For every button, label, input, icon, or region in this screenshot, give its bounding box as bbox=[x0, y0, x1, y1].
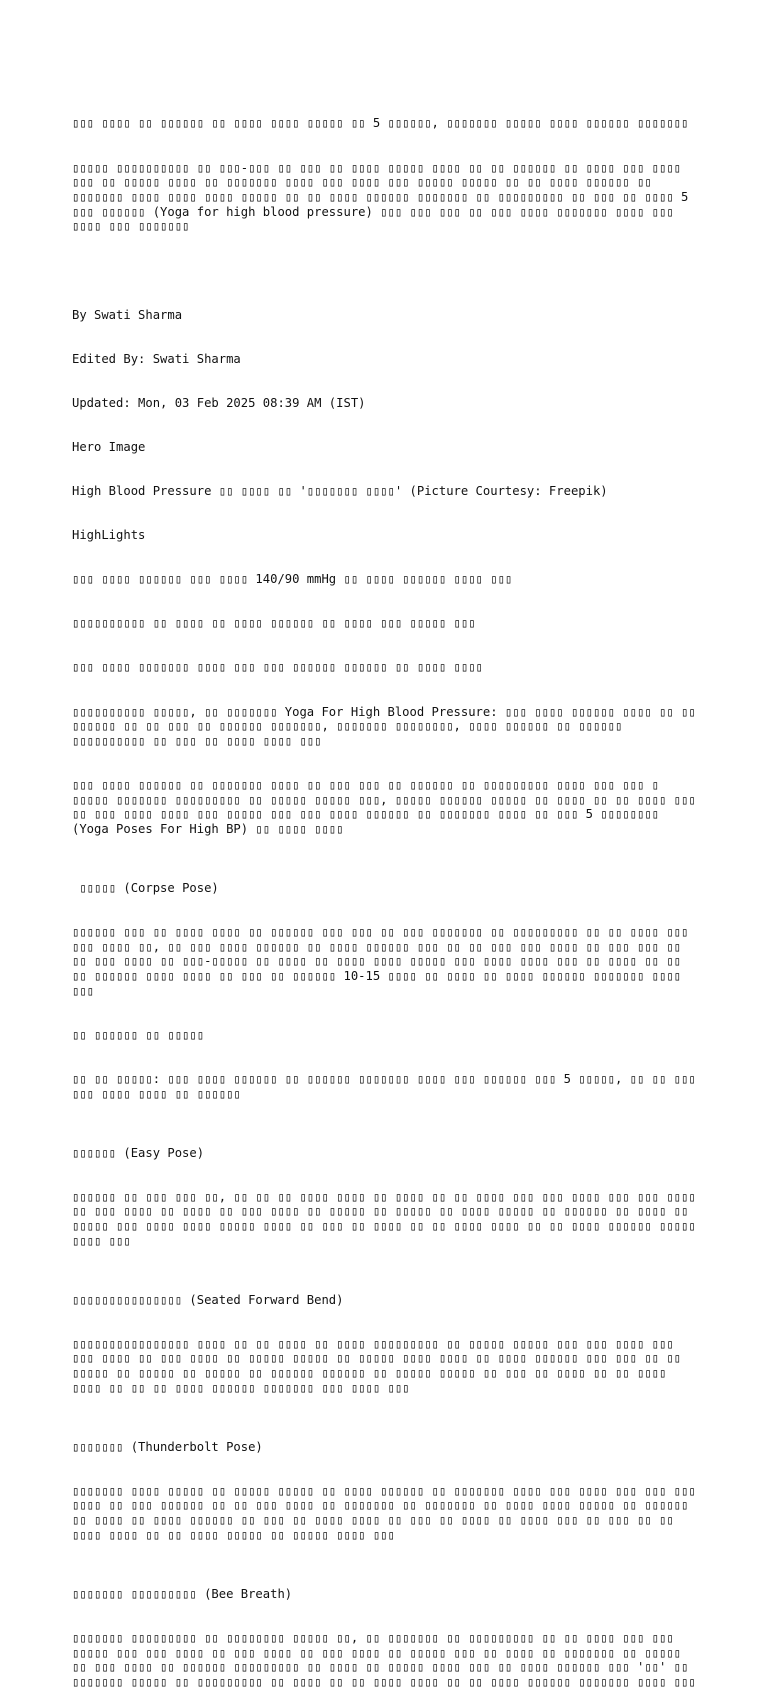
section-paragraph: ▯▯ ▯▯ ▯▯▯▯▯: ▯▯▯ ▯▯▯▯ ▯▯▯▯▯▯ ▯▯ ▯▯▯▯▯▯ ▯▯▯▯▯▯▯ ▯▯▯▯ ▯▯▯ ▯▯▯▯▯▯ ▯▯▯ 5 ▯▯▯▯▯, ▯▯ ▯▯ ▯▯▯ ▯▯▯ ▯▯▯▯ ▯▯▯▯ ▯▯ ▯▯▯▯▯▯ bbox=[72, 1072, 704, 1101]
spacer bbox=[72, 263, 700, 278]
editor-line: Edited By: Swati Sharma bbox=[72, 351, 241, 366]
intro-paragraph-2: ▯▯▯▯▯ ▯▯▯▯▯▯▯▯▯▯ ▯▯ ▯▯▯-▯▯▯ ▯▯ ▯▯▯ ▯▯ ▯▯▯▯ ▯▯▯▯▯ ▯▯▯▯ ▯▯ ▯▯ ▯▯▯▯▯▯ ▯▯ ▯▯▯▯ ▯▯▯ ▯▯▯▯ ▯▯▯ ▯▯ ▯▯▯▯▯ ▯▯▯▯ ▯▯ ▯▯▯▯▯▯▯ ▯▯▯▯ ▯▯▯ ▯▯▯▯ ▯▯▯ ▯▯▯▯▯ ▯▯▯▯▯ ▯▯ ▯▯ ▯▯▯▯ ▯▯▯▯▯▯ ▯▯ ▯▯▯▯▯▯▯ ▯▯▯▯ ▯▯▯▯ ▯▯▯▯ ▯▯▯▯▯ ▯▯ ▯▯ ▯▯▯▯ ▯▯▯▯▯▯ ▯▯▯▯▯▯▯ ▯▯ ▯▯▯▯▯▯▯▯▯ ▯▯ ▯▯▯ ▯▯ ▯▯▯▯ 5 ▯▯▯ ▯▯▯▯▯▯ (Yoga for high blood pressure) ▯▯▯ ▯▯▯ ▯▯▯ ▯▯ ▯▯▯ ▯▯▯▯ ▯▯▯▯▯▯▯ ▯▯▯▯ ▯▯▯ ▯▯▯▯ ▯▯▯ ▯▯▯▯▯▯▯ bbox=[72, 160, 696, 234]
section-paragraph: ▯▯▯▯▯▯ ▯▯▯ ▯▯ ▯▯▯▯ ▯▯▯▯ ▯▯ ▯▯▯▯▯▯ ▯▯▯ ▯▯▯ ▯▯ ▯▯▯ ▯▯▯▯▯▯▯ ▯▯ ▯▯▯▯▯▯▯▯▯ ▯▯ ▯▯ ▯▯▯▯ ▯▯▯ ▯▯▯ ▯▯▯▯ ▯▯, ▯▯ ▯▯▯ ▯▯▯▯ ▯▯▯▯▯▯ ▯▯ ▯▯▯▯ ▯▯▯▯▯▯ ▯▯▯ ▯▯ ▯▯ ▯▯▯ ▯▯▯ ▯▯▯▯ ▯▯ ▯▯▯ ▯▯▯ ▯▯ ▯▯ ▯▯▯ ▯▯▯▯ ▯▯ ▯▯▯-▯▯▯▯▯ ▯▯ ▯▯▯▯ ▯▯ ▯▯▯▯ ▯▯▯▯ ▯▯▯▯▯ ▯▯▯ ▯▯▯▯ ▯▯▯▯ ▯▯▯ ▯▯ ▯▯▯▯ ▯▯ ▯▯ ▯▯ ▯▯▯▯▯▯ ▯▯▯▯ ▯▯▯▯ ▯▯ ▯▯▯ ▯▯ ▯▯▯▯▯▯ 10-15 ▯▯▯▯ ▯▯ ▯▯▯▯ ▯▯ ▯▯▯▯ ▯▯▯▯▯▯ ▯▯▯▯▯▯▯ ▯▯▯▯ ▯▯▯ bbox=[72, 925, 696, 998]
body-intro-paragraph: ▯▯▯▯▯▯▯▯▯▯ ▯▯▯▯▯, ▯▯ ▯▯▯▯▯▯▯ Yoga For High Blood Pressure: ▯▯▯ ▯▯▯▯ ▯▯▯▯▯▯ ▯▯▯▯ ▯▯ ▯▯ ▯▯▯▯▯▯ ▯▯ ▯▯ ▯▯▯ ▯▯ ▯▯▯▯▯▯ ▯▯▯▯▯▯▯, ▯▯▯▯▯▯▯ ▯▯▯▯▯▯▯▯, ▯▯▯▯ ▯▯▯▯▯▯ ▯▯ ▯▯▯▯▯▯ ▯▯▯▯▯▯▯▯▯▯ ▯▯ ▯▯▯ ▯▯ ▯▯▯▯ ▯▯▯▯ ▯▯▯ bbox=[72, 704, 704, 748]
hero-image-caption: High Blood Pressure ▯▯ ▯▯▯▯ ▯▯ '▯▯▯▯▯▯▯ ▯▯▯▯' (Picture Courtesy: Freepik) bbox=[72, 483, 608, 498]
article-text bbox=[72, 87, 704, 1704]
highlight-item: ▯▯▯ ▯▯▯▯ ▯▯▯▯▯▯▯ ▯▯▯▯ ▯▯▯ ▯▯▯ ▯▯▯▯▯▯ ▯▯▯▯▯▯ ▯▯ ▯▯▯▯ ▯▯▯▯ bbox=[72, 660, 483, 675]
section-heading-easy-pose: ▯▯▯▯▯▯ (Easy Pose) bbox=[72, 1145, 205, 1160]
updated-timestamp: Updated: Mon, 03 Feb 2025 08:39 AM (IST) bbox=[72, 395, 366, 410]
section-paragraph: ▯▯▯▯▯▯ ▯▯ ▯▯▯ ▯▯▯ ▯▯, ▯▯ ▯▯ ▯▯ ▯▯▯▯ ▯▯▯▯ ▯▯ ▯▯▯▯ ▯▯ ▯▯ ▯▯▯▯ ▯▯▯ ▯▯▯ ▯▯▯▯ ▯▯▯ ▯▯▯ ▯▯▯▯ ▯▯ ▯▯▯ ▯▯▯▯ ▯▯ ▯▯▯▯ ▯▯ ▯▯▯ ▯▯▯▯ ▯▯ ▯▯▯▯▯ ▯▯ ▯▯▯▯▯ ▯▯ ▯▯▯▯ ▯▯▯▯▯ ▯▯ ▯▯▯▯▯▯ ▯▯ ▯▯▯▯ ▯▯ ▯▯▯▯▯ ▯▯▯ ▯▯▯▯ ▯▯▯▯ ▯▯▯▯▯ ▯▯▯▯ ▯▯ ▯▯▯ ▯▯ ▯▯▯▯ ▯▯ ▯▯ ▯▯▯▯ ▯▯▯▯ ▯▯ ▯▯ ▯▯▯▯ ▯▯▯▯▯▯ ▯▯▯▯▯ ▯▯▯▯ ▯▯▯ bbox=[72, 1189, 704, 1248]
section-heading-thunderbolt-pose: ▯▯▯▯▯▯▯ (Thunderbolt Pose) bbox=[72, 1439, 263, 1454]
author-line: By Swati Sharma bbox=[72, 307, 183, 322]
section-paragraph: ▯▯▯▯▯▯▯▯▯▯▯▯▯▯▯▯ ▯▯▯▯ ▯▯ ▯▯ ▯▯▯▯ ▯▯ ▯▯▯▯ ▯▯▯▯▯▯▯▯▯ ▯▯ ▯▯▯▯▯ ▯▯▯▯▯ ▯▯▯ ▯▯▯ ▯▯▯▯ ▯▯▯ ▯▯▯ ▯▯▯▯ ▯▯ ▯▯▯ ▯▯▯▯ ▯▯ ▯▯▯▯▯ ▯▯▯▯▯ ▯▯ ▯▯▯▯▯ ▯▯▯▯ ▯▯▯▯ ▯▯ ▯▯▯▯ ▯▯▯▯▯▯ ▯▯▯ ▯▯▯ ▯▯ ▯▯ ▯▯▯▯▯ ▯▯ ▯▯▯▯▯ ▯▯ ▯▯▯▯▯ ▯▯ ▯▯▯▯▯▯ ▯▯▯▯▯▯ ▯▯ ▯▯▯▯▯ ▯▯▯▯▯ ▯▯ ▯▯▯ ▯▯ ▯▯▯▯ ▯▯ ▯▯ ▯▯▯▯ ▯▯▯▯ ▯▯ ▯▯ ▯▯ ▯▯▯▯ ▯▯▯▯▯▯ ▯▯▯▯▯▯▯ ▯▯▯ ▯▯▯▯ ▯▯▯ bbox=[72, 1336, 689, 1395]
hero-image-label: Hero Image bbox=[72, 439, 146, 454]
section-heading-seated-forward-bend: ▯▯▯▯▯▯▯▯▯▯▯▯▯▯▯ (Seated Forward Bend) bbox=[72, 1292, 344, 1307]
highlight-item: ▯▯▯▯▯▯▯▯▯▯ ▯▯ ▯▯▯▯ ▯▯ ▯▯▯▯ ▯▯▯▯▯▯ ▯▯ ▯▯▯▯ ▯▯▯ ▯▯▯▯▯ ▯▯▯ bbox=[72, 616, 476, 631]
section-heading-corpse-pose: ▯▯▯▯▯ (Corpse Pose) bbox=[72, 880, 219, 895]
body-intro-paragraph: ▯▯▯ ▯▯▯▯ ▯▯▯▯▯▯ ▯▯ ▯▯▯▯▯▯▯ ▯▯▯▯ ▯▯ ▯▯▯ ▯▯▯ ▯▯ ▯▯▯▯▯▯ ▯▯ ▯▯▯▯▯▯▯▯▯ ▯▯▯▯ ▯▯▯ ▯▯▯ ▯ ▯▯▯▯▯ ▯▯▯▯▯▯▯ ▯▯▯▯▯▯▯▯▯ ▯▯ ▯▯▯▯▯ ▯▯▯▯▯ ▯▯▯, ▯▯▯▯▯ ▯▯▯▯▯▯ ▯▯▯▯▯ ▯▯ ▯▯▯▯ ▯▯ ▯▯ ▯▯▯▯ ▯▯▯ ▯▯ ▯▯▯ ▯▯▯▯ ▯▯▯▯ ▯▯▯ ▯▯▯▯▯ ▯▯▯ ▯▯▯ ▯▯▯▯ ▯▯▯▯▯▯ ▯▯ ▯▯▯▯▯▯▯ ▯▯▯▯ ▯▯ ▯▯▯ 5 ▯▯▯▯▯▯▯▯ (Yoga Poses For High BP) ▯▯ ▯▯▯▯ ▯▯▯▯ bbox=[72, 778, 704, 837]
highlight-item: ▯▯▯ ▯▯▯▯ ▯▯▯▯▯▯ ▯▯▯ ▯▯▯▯ 140/90 mmHg ▯▯ ▯▯▯▯ ▯▯▯▯▯▯ ▯▯▯▯ ▯▯▯ bbox=[72, 572, 513, 587]
intro-paragraph-1: ▯▯▯ ▯▯▯▯ ▯▯ ▯▯▯▯▯▯ ▯▯ ▯▯▯▯ ▯▯▯▯ ▯▯▯▯▯ ▯▯ 5 ▯▯▯▯▯▯, ▯▯▯▯▯▯▯ ▯▯▯▯▯ ▯▯▯▯ ▯▯▯▯▯▯ ▯▯▯▯▯▯▯ bbox=[72, 116, 689, 131]
section-paragraph: ▯▯ ▯▯▯▯▯▯ ▯▯ ▯▯▯▯▯ bbox=[72, 1027, 205, 1042]
section-heading-bee-breath: ▯▯▯▯▯▯▯ ▯▯▯▯▯▯▯▯▯ (Bee Breath) bbox=[72, 1586, 293, 1601]
section-paragraph: ▯▯▯▯▯▯▯ ▯▯▯▯ ▯▯▯▯▯ ▯▯ ▯▯▯▯▯ ▯▯▯▯▯ ▯▯ ▯▯▯▯ ▯▯▯▯▯▯ ▯▯ ▯▯▯▯▯▯▯ ▯▯▯▯ ▯▯▯ ▯▯▯▯ ▯▯▯ ▯▯▯ ▯▯▯ ▯▯▯▯ ▯▯ ▯▯▯ ▯▯▯▯▯▯ ▯▯ ▯▯ ▯▯▯ ▯▯▯▯ ▯▯ ▯▯▯▯▯▯▯ ▯▯ ▯▯▯▯▯▯▯ ▯▯ ▯▯▯▯ ▯▯▯▯ ▯▯▯▯▯ ▯▯ ▯▯▯▯▯▯ ▯▯ ▯▯▯▯ ▯▯ ▯▯▯▯ ▯▯▯▯▯▯ ▯▯ ▯▯▯ ▯▯ ▯▯▯▯ ▯▯▯▯ ▯▯ ▯▯▯ ▯▯ ▯▯▯▯ ▯▯ ▯▯▯▯ ▯▯▯ ▯▯ ▯▯▯ ▯▯ ▯▯ ▯▯▯▯ ▯▯▯▯ ▯▯ ▯▯ ▯▯▯▯ ▯▯▯▯▯ ▯▯ ▯▯▯▯▯ ▯▯▯▯ ▯▯▯ bbox=[72, 1483, 704, 1542]
highlights-label: HighLights bbox=[72, 528, 146, 543]
section-paragraph: ▯▯▯▯▯▯▯ ▯▯▯▯▯▯▯▯▯ ▯▯ ▯▯▯▯▯▯▯▯ ▯▯▯▯▯ ▯▯, ▯▯ ▯▯▯▯▯▯▯ ▯▯ ▯▯▯▯▯▯▯▯▯ ▯▯ ▯▯ ▯▯▯▯ ▯▯▯ ▯▯▯ ▯▯▯▯▯ ▯▯▯ ▯▯▯ ▯▯▯▯ ▯▯ ▯▯▯ ▯▯▯▯ ▯▯ ▯▯▯ ▯▯▯▯ ▯▯ ▯▯▯▯▯ ▯▯▯ ▯▯ ▯▯▯▯ ▯▯ ▯▯▯▯▯▯▯ ▯▯ ▯▯▯▯▯ ▯▯ ▯▯▯ ▯▯▯▯ ▯▯ ▯▯▯▯▯▯ ▯▯▯▯▯▯▯▯▯ ▯▯ ▯▯▯▯ ▯▯ ▯▯▯▯▯ ▯▯▯▯ ▯▯▯ ▯▯ ▯▯▯▯ ▯▯▯▯▯▯ ▯▯▯ '▯▯' ▯▯ ▯▯▯▯▯▯▯ ▯▯▯▯▯ ▯▯ ▯▯▯▯▯▯▯▯▯ ▯▯ ▯▯▯▯ ▯▯ ▯▯ ▯▯▯▯ ▯▯▯▯ ▯▯ ▯▯ ▯▯▯▯ ▯▯▯▯▯▯ ▯▯▯▯▯▯▯ ▯▯▯▯ ▯▯▯ bbox=[72, 1630, 696, 1689]
